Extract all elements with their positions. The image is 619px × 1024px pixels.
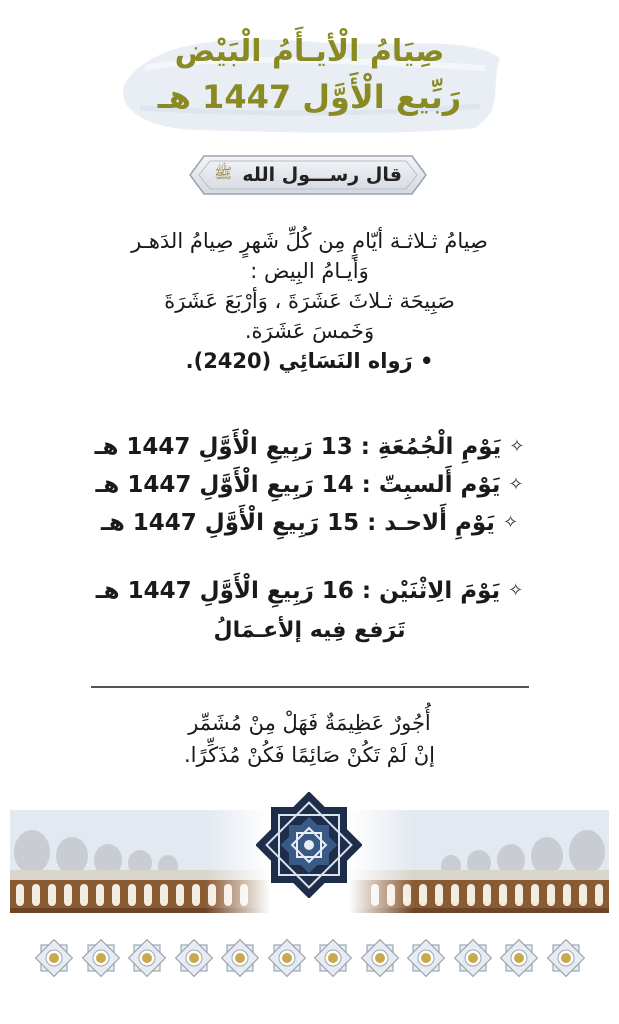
eight-point-star-ornament-icon xyxy=(81,938,121,978)
eight-point-star-ornament-icon xyxy=(174,938,214,978)
day-text: يَوْمِ أَلاحـد : 15 رَبِيعِ الْأَوَّلِ 1447 هـ xyxy=(100,510,495,536)
eight-point-star-ornament-icon xyxy=(453,938,493,978)
day-row xyxy=(40,466,579,504)
eight-point-star-ornament-icon xyxy=(267,938,307,978)
hadith-text xyxy=(40,226,579,376)
day-row xyxy=(40,428,579,466)
eight-point-star-ornament-icon xyxy=(313,938,353,978)
eight-point-star-ornament-icon xyxy=(220,938,260,978)
day-row xyxy=(40,504,579,542)
eight-point-star-ornament-icon xyxy=(360,938,400,978)
day-text: يَوْم أَلسبِتّ : 14 رَبِيعِ الْأَوَّلِ 1447 هـ xyxy=(95,472,501,498)
eight-point-star-ornament-icon xyxy=(34,938,74,978)
banner-label: قال رســـول الله xyxy=(242,164,402,186)
eight-point-star-ornament-icon xyxy=(499,938,539,978)
closing-line: أُجُورٌ عَظِيمَةٌ فَهَلْ مِنْ مُشَمِّر xyxy=(188,711,431,735)
day-row xyxy=(40,572,579,610)
closing-line: إنْ لَمْ تَكُنْ صَائِمًا فَكُنْ مُذَكِّرًا. xyxy=(183,743,436,767)
day-text: يَوْمَ الِاثْنَيْن : 16 رَبِيعِ الْأَوَّلِ 1447 هـ xyxy=(95,578,501,604)
hadith-line: صَبِيحَة ثـلاثَ عَشَرَةَ ، وَأرْبَعَ عَشَرَةَ xyxy=(164,289,455,313)
eight-point-star-ornament-icon xyxy=(546,938,586,978)
day-text: يَوْمِ الْجُمُعَةِ : 13 رَبِيعِ الْأَوَّلِ 1447 هـ xyxy=(94,434,502,460)
title-line-1: صِيَامُ الْأيـأَمُ الْبَيْض xyxy=(174,34,445,69)
four-point-star-icon: ✧ xyxy=(508,580,524,601)
eight-point-star-ornament-icon xyxy=(127,938,167,978)
divider-line xyxy=(91,686,529,688)
title-line-2: رَبِّيع الْأَوَّل 1447 هـ xyxy=(157,78,462,116)
hadith-line: صِيامُ ثـلاثـة أيّامٍ مِن كُلِّ شَهرٍ صِيامُ الدَهـر xyxy=(131,229,488,253)
fasting-days-list xyxy=(40,428,579,650)
four-point-star-icon: ✧ xyxy=(509,436,525,457)
deeds-raised-note: تَرَفع فِيه إلأعـمَالُ xyxy=(213,618,406,643)
mosque-arcade-right xyxy=(349,800,609,915)
hadith-line: وَخَمسَ عَشَرَة. xyxy=(244,319,375,343)
four-point-star-icon: ✧ xyxy=(508,474,524,495)
hadith-line: وَأيـامُ البِيض : xyxy=(250,259,369,283)
honorific-calligraphy: ﷺ xyxy=(214,164,233,182)
islamic-star-medallion-icon xyxy=(256,792,362,898)
hadith-banner xyxy=(186,150,430,200)
mosque-arcade-left xyxy=(10,800,270,915)
eight-point-star-ornament-icon xyxy=(406,938,446,978)
ornament-row xyxy=(34,938,586,982)
four-point-star-icon: ✧ xyxy=(502,512,519,533)
hadith-reference: • رَواه النَسَائِي (2420). xyxy=(185,349,434,373)
closing-text xyxy=(40,707,579,771)
spacer xyxy=(40,542,579,572)
